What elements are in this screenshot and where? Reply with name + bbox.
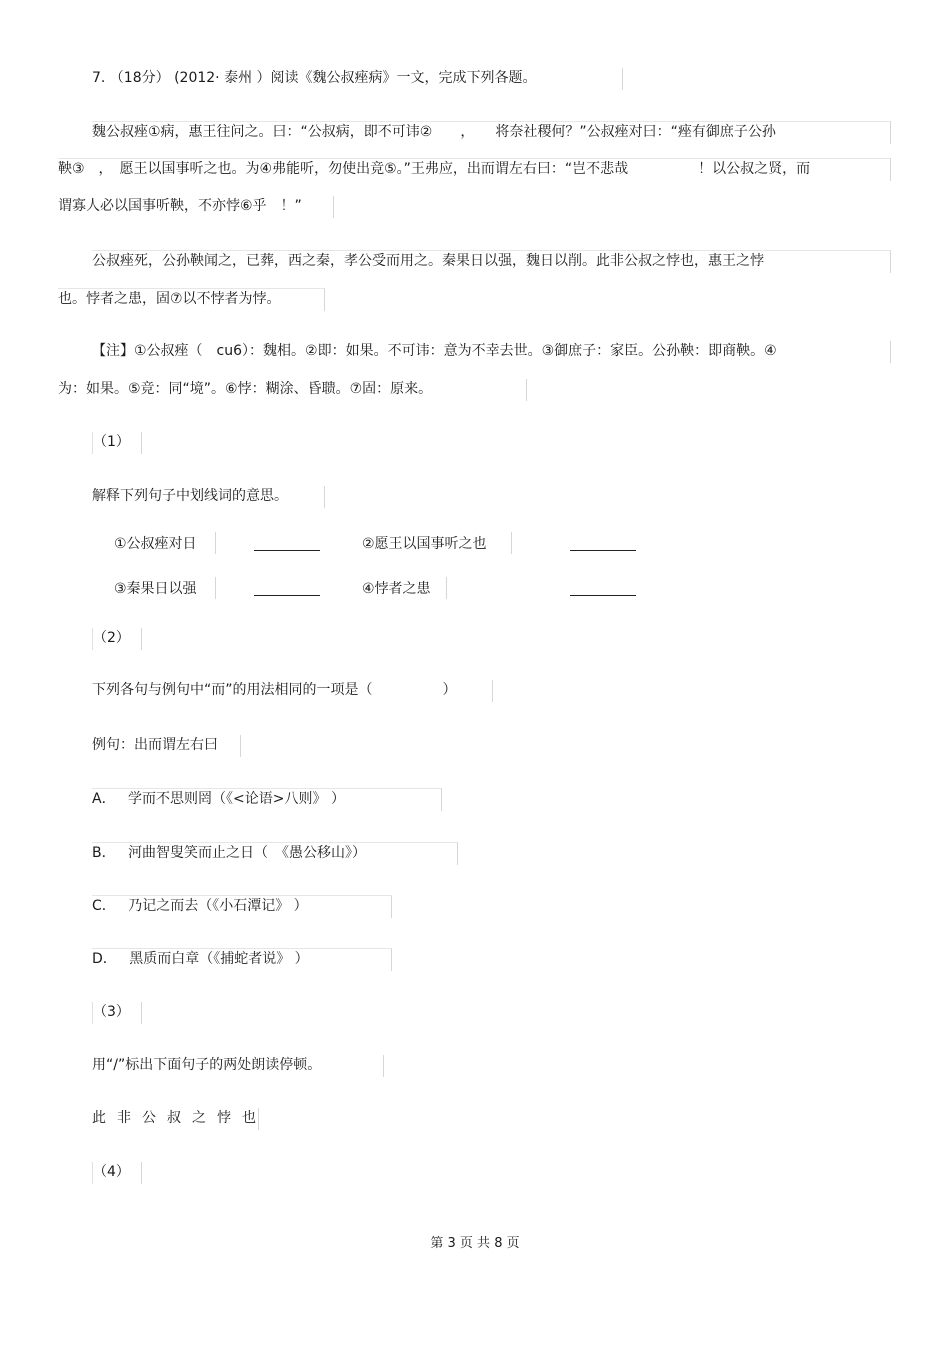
sub2-prompt: 下列各句与例句中“而”的用法相同的一项是（ ） [92,680,493,702]
divider [215,532,216,554]
answer-blank-1[interactable] [254,534,320,551]
page-footer: 第 3 页 共 8 页 [430,1236,520,1251]
sub4-number: （4） [92,1162,142,1184]
notes-line1: 【注】①公叔痤（ cu6）：魏相。②即：如果。不可讳：意为不幸去世。③御庶子：家臣。公孙鞅：即商鞅。④ [92,341,891,363]
option-a-text: 学而不思则罔（《<论语>八则》 ） [128,791,345,807]
sub3-prompt: 用“/”标出下面句子的两处朗读停顿。 [92,1055,384,1077]
passage-p2-line1: 公叔痤死，公孙鞅闻之，已葬，西之秦，孝公受而用之。秦果日以强，魏日以削。此非公叔之悖也，惠王之悖 [92,250,891,273]
sub3-sentence[interactable]: 此非公叔之悖也 [92,1108,259,1130]
divider [215,577,216,599]
passage-p1-line2: 鞅③ ， 愿王以国事听之也。为④弗能听，勿使出竞⑤。”王弗应，出而谓左右曰：“岂不悲哉 ！以公叔之贤，而 [58,158,891,181]
sub1-item-3: ③秦果日以强 [114,581,197,597]
sub2-example: 例句：出而谓左右曰 [92,735,241,757]
divider [446,577,447,599]
sub1-prompt: 解释下列句子中划线词的意思。 [92,486,325,508]
option-d-text: 黑质而白章（《捕蛇者说》 ） [129,951,309,967]
sub2-number: （2） [92,628,142,650]
option-a[interactable] [92,788,442,811]
passage-p1-line3: 谓寡人必以国事听鞅，不亦悖⑥乎 ！” [58,196,334,218]
notes-line2: 为：如果。⑤竞：同“境”。⑥悖：糊涂、昏聩。⑦固：原来。 [58,379,527,401]
answer-blank-4[interactable] [570,579,636,596]
option-a-letter: A． [92,791,116,807]
sub1-item-4: ④悖者之患 [362,581,431,597]
divider [511,532,512,554]
answer-blank-3[interactable] [254,579,320,596]
passage-p2-line2: 也。悖者之患，固⑦以不悖者为悖。 [58,288,325,311]
sub1-item-2: ②愿王以国事听之也 [362,536,487,552]
option-d[interactable] [92,948,392,971]
sub1-number: （1） [92,432,142,454]
option-c[interactable] [92,895,392,918]
sub3-number: （3） [92,1002,142,1024]
option-c-text: 乃记之而去（《小石潭记》 ） [128,898,308,914]
passage-p1-line1: 魏公叔痤①病，惠王往问之。曰：“公叔病，即不可讳② ， 将奈社稷何？”公叔痤对曰：“痤有御庶子公孙 [92,121,891,144]
option-d-letter: D． [92,951,117,967]
option-b-letter: B． [92,845,116,861]
answer-blank-2[interactable] [570,534,636,551]
option-b[interactable] [92,842,458,865]
option-b-text: 河曲智叟笑而止之日（ 《愚公移山》） [128,845,367,861]
option-c-letter: C． [92,898,116,914]
question-header: 7. （18分） (2012· 泰州 ）阅读《魏公叔痤病》一文，完成下列各题。 [92,68,623,90]
sub1-item-1: ①公叔痤对日 [114,536,197,552]
